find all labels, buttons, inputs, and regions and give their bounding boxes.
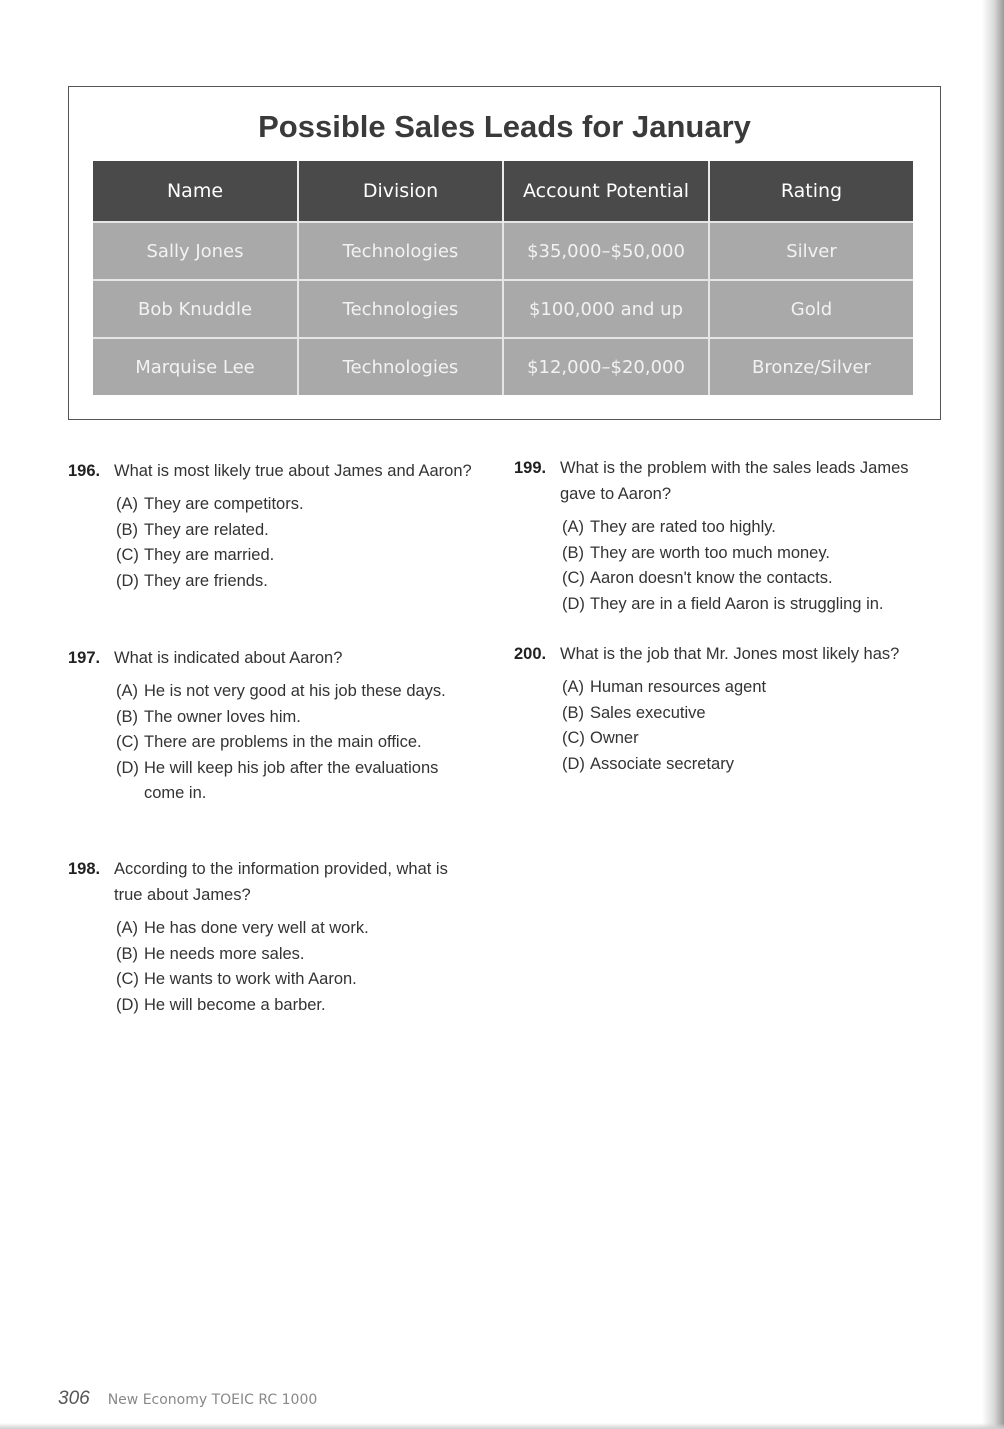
cell-division: Technologies [298,280,503,338]
page-number: 306 [58,1388,90,1409]
cell-rating: Gold [709,280,913,338]
option-text: They are related. [144,520,269,539]
option-text: Associate secretary [590,754,734,773]
option-letter: (C) [116,970,139,988]
table-header-row [93,161,913,222]
scan-bottom-shadow [0,1423,1004,1429]
answer-options [514,675,944,777]
answer-option-a[interactable] [116,916,488,942]
document-title: Possible Sales Leads for January [258,109,751,144]
header-rating: Rating [709,161,913,222]
answer-option-c[interactable] [562,726,944,752]
answer-option-b[interactable] [116,705,461,731]
option-text: He needs more sales. [144,944,305,963]
answer-options [514,515,944,617]
option-text: Owner [590,729,639,747]
cell-rating: Bronze/Silver [709,338,913,395]
option-letter: (A) [562,518,584,536]
question-number: 200. [514,645,547,663]
book-title: New Economy TOEIC RC 1000 [107,1392,318,1408]
option-letter: (C) [116,733,139,751]
answer-options [68,679,461,807]
page-footer [58,1388,317,1410]
question-number: 199. [514,459,547,477]
answer-option-c[interactable] [116,730,461,756]
answer-option-c[interactable] [116,543,488,569]
cell-name: Marquise Lee [93,338,298,395]
answer-option-b[interactable] [116,518,488,544]
answer-option-a[interactable] [116,492,488,518]
option-text: He will keep his job after the evaluations come in. [144,758,439,802]
option-letter: (D) [116,571,139,590]
cell-division: Technologies [298,222,503,280]
option-text: The owner loves him. [144,707,301,726]
option-text: There are problems in the main office. [144,733,422,751]
answer-option-d[interactable] [562,752,944,778]
cell-rating: Silver [709,222,913,280]
question-stem: What is the job that Mr. Jones most likely has? [560,645,900,663]
option-letter: (C) [116,546,139,564]
question-stem: What is indicated about Aaron? [114,649,343,667]
sales-leads-table [93,161,913,395]
option-text: Aaron doesn't know the contacts. [590,569,833,587]
cell-account-potential: $12,000–$20,000 [503,338,709,395]
option-letter: (D) [116,758,139,777]
option-text: Sales executive [590,703,706,722]
header-name: Name [93,161,298,222]
option-text: They are rated too highly. [590,518,776,536]
option-text: He will become a barber. [144,995,326,1014]
question-number: 196. [68,462,101,480]
option-letter: (A) [116,682,138,700]
question-stem: According to the information provided, what is true about James? [114,860,448,904]
answer-option-b[interactable] [116,942,488,968]
option-letter: (B) [562,703,584,722]
cell-name: Bob Knuddle [93,280,298,338]
answer-option-c[interactable] [562,566,944,592]
table-row [93,338,913,395]
option-text: Human resources agent [590,678,767,696]
option-text: They are worth too much money. [590,543,830,562]
option-letter: (B) [116,520,138,539]
option-letter: (D) [116,995,139,1014]
question-196 [68,458,488,594]
option-letter: (B) [562,543,584,562]
option-letter: (B) [116,944,138,963]
option-letter: (B) [116,707,138,726]
answer-option-b[interactable] [562,541,944,567]
answer-option-c[interactable] [116,967,488,993]
option-letter: (D) [562,594,585,613]
cell-account-potential: $35,000–$50,000 [503,222,709,280]
option-letter: (A) [116,919,138,937]
option-text: He has done very well at work. [144,919,369,937]
answer-option-d[interactable] [116,993,488,1019]
option-letter: (C) [562,729,585,747]
cell-account-potential: $100,000 and up [503,280,709,338]
answer-option-a[interactable] [116,679,461,705]
question-number: 198. [68,860,101,878]
option-text: They are in a field Aaron is struggling in. [590,594,884,613]
option-text: He is not very good at his job these days. [144,682,446,700]
question-number: 197. [68,649,101,667]
option-letter: (D) [562,754,585,773]
header-account-potential: Account Potential [503,161,709,222]
question-stem: What is most likely true about James and Aaron? [114,462,472,480]
question-stem: What is the problem with the sales leads James gave to Aaron? [560,459,909,503]
cell-name: Sally Jones [93,222,298,280]
table-row [93,280,913,338]
answer-options [68,492,488,594]
answer-option-d[interactable] [116,569,488,595]
question-198 [68,856,488,1018]
answer-option-d[interactable] [562,592,944,618]
answer-option-a[interactable] [562,675,944,701]
option-letter: (A) [116,495,138,513]
table-row [93,222,913,280]
cell-division: Technologies [298,338,503,395]
option-text: He wants to work with Aaron. [144,970,357,988]
answer-option-d[interactable] [116,756,461,807]
option-letter: (C) [562,569,585,587]
header-division: Division [298,161,503,222]
sales-leads-document [68,86,941,420]
answer-option-a[interactable] [562,515,944,541]
option-text: They are competitors. [144,495,304,513]
scan-edge-shadow [982,0,1004,1429]
question-199 [514,455,944,617]
question-197 [68,645,508,807]
question-200 [514,641,944,777]
answer-options [68,916,488,1018]
option-letter: (A) [562,678,584,696]
answer-option-b[interactable] [562,701,944,727]
option-text: They are married. [144,546,275,564]
option-text: They are friends. [144,571,268,590]
